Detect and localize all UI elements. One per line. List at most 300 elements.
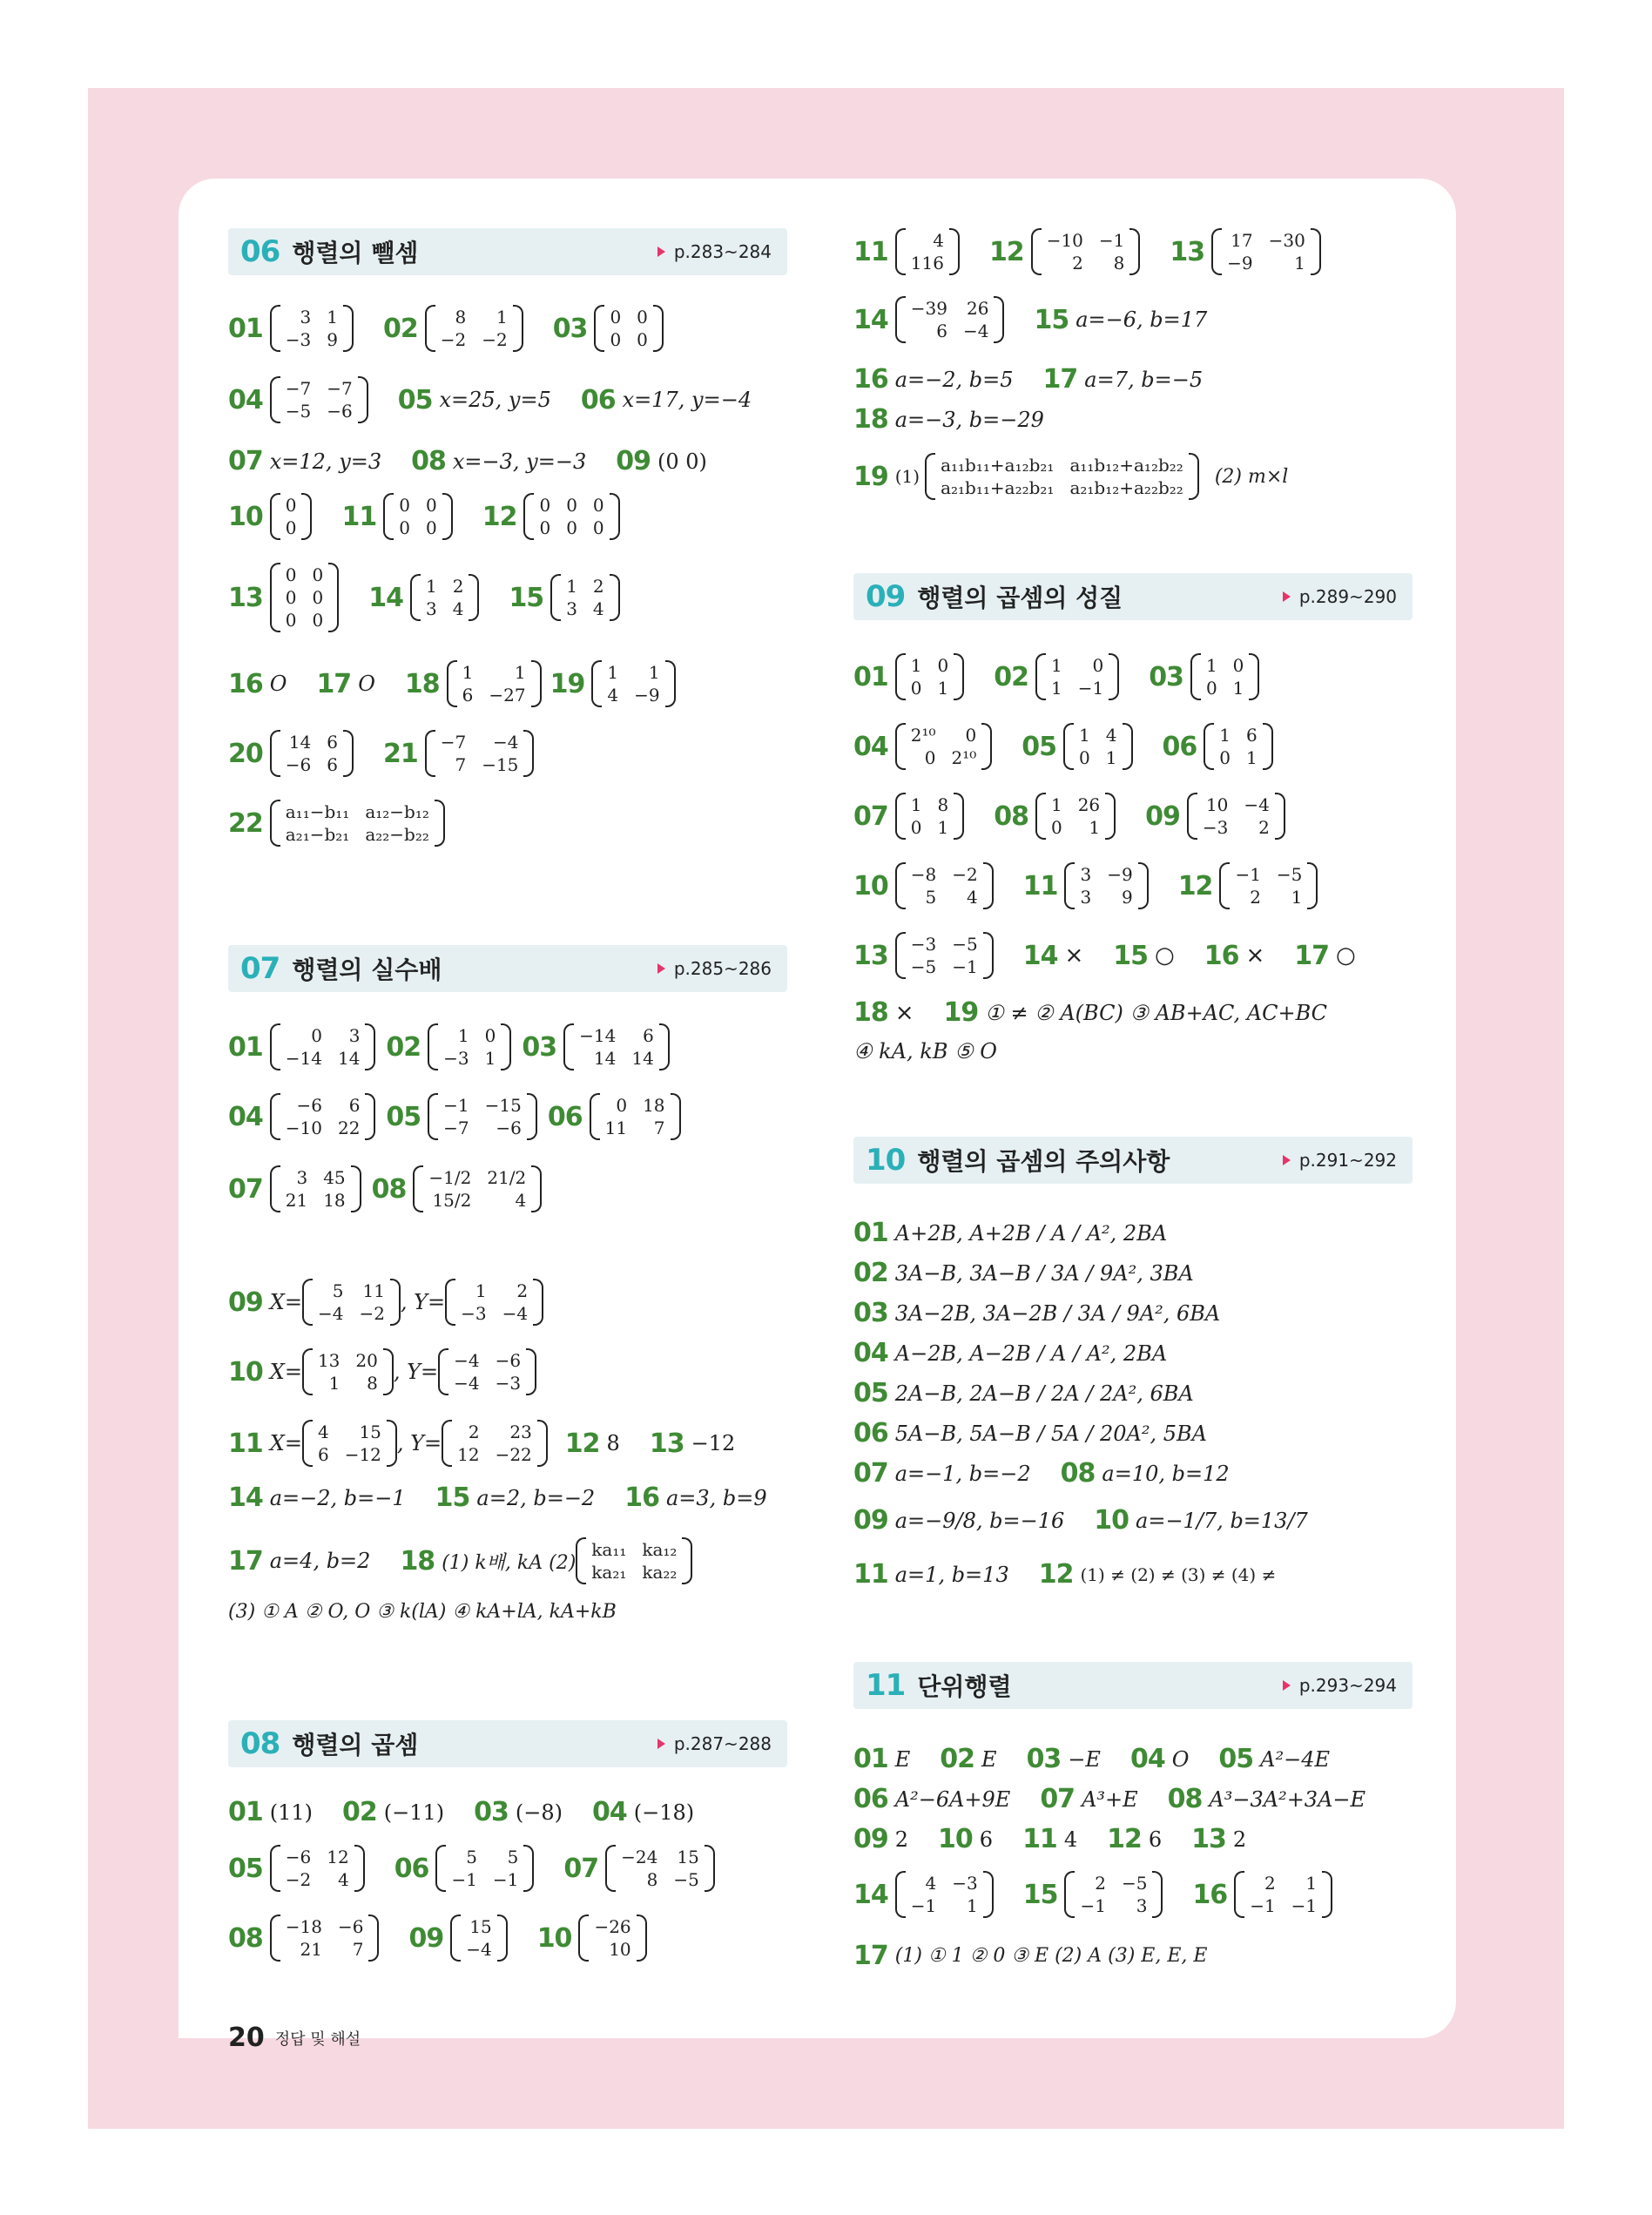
matrix-cell: 18 bbox=[643, 1095, 665, 1116]
matrix-body bbox=[394, 493, 442, 540]
matrix-body bbox=[1074, 723, 1122, 770]
matrix-cell: 2¹⁰ bbox=[910, 725, 936, 746]
answer-row bbox=[853, 653, 1289, 700]
matrix-cell: −2 bbox=[285, 1869, 312, 1890]
answer-row bbox=[228, 1348, 566, 1395]
answer-text: a=10, b=12 bbox=[1102, 1461, 1230, 1486]
answer-text: a=−3, b=−29 bbox=[894, 407, 1044, 432]
answer-text: (0 0) bbox=[657, 449, 707, 474]
matrix-cell: −4 bbox=[317, 1303, 344, 1324]
bracket-right bbox=[1307, 862, 1318, 909]
answer-item: 07 A³+E bbox=[1040, 1784, 1138, 1814]
answer-item: 06 A²−6A+9E bbox=[853, 1784, 1011, 1814]
answer-item: 19 1 1 4 −9 bbox=[550, 660, 676, 707]
answer-item: 06 1 6 0 1 bbox=[1163, 723, 1273, 770]
answer-item: 16 a=−2, b=5 bbox=[853, 364, 1014, 395]
answer-text: x=25, y=5 bbox=[439, 388, 551, 412]
matrix-cell: 1 bbox=[1050, 794, 1062, 815]
bracket-left bbox=[270, 800, 280, 847]
matrix-cell: −9 bbox=[1107, 864, 1133, 885]
section-header-09 bbox=[853, 573, 1413, 620]
matrix-cell: 8 bbox=[367, 1373, 378, 1394]
answer-item: 17 (1) ① 1 ② 0 ③ E (2) A (3) E, E, E bbox=[853, 1941, 1208, 1971]
matrix-cell: −1 bbox=[1077, 678, 1104, 699]
bracket-right bbox=[665, 660, 676, 707]
bracket-right bbox=[653, 305, 664, 352]
matrix-cell: a₂₁b₁₂+a₂₂b₂₂ bbox=[1069, 477, 1183, 498]
matrix-cell: 1 bbox=[475, 1280, 487, 1301]
bracket-right bbox=[1322, 1871, 1332, 1918]
matrix-cell: −1 bbox=[1098, 230, 1125, 251]
answer-item: 21 −7 −4 7 −15 bbox=[383, 730, 534, 777]
matrix-cell: −6 bbox=[285, 754, 312, 775]
matrix-cell: −12 bbox=[344, 1444, 381, 1465]
answer-text: 2A−B, 2A−B / 2A / 2A², 6BA bbox=[894, 1381, 1194, 1406]
matrix-cell: 5 bbox=[507, 1847, 519, 1867]
matrix bbox=[550, 574, 619, 621]
bracket-left bbox=[270, 376, 280, 423]
answer-text: 2 bbox=[894, 1827, 909, 1852]
bracket-left bbox=[438, 1348, 448, 1395]
matrix bbox=[425, 730, 535, 777]
section-number: 06 bbox=[240, 234, 280, 269]
answer-text: (1) ≠ (2) ≠ (3) ≠ (4) ≠ bbox=[1080, 1563, 1277, 1585]
matrix-body bbox=[280, 800, 435, 847]
bracket-left bbox=[450, 1914, 461, 1962]
answer-text: ○ bbox=[1155, 942, 1175, 969]
answer-text: a=3, b=9 bbox=[665, 1485, 767, 1510]
matrix-cell: 2 bbox=[452, 576, 464, 597]
matrix bbox=[270, 1914, 380, 1962]
answer-item: 08 x=−3, y=−3 bbox=[411, 446, 587, 476]
bracket-left bbox=[1219, 862, 1230, 909]
matrix-body bbox=[1197, 793, 1275, 840]
matrix-cell: 2 bbox=[1264, 1873, 1276, 1894]
answer-item: 19 (1) a₁₁b₁₁+a₁₂b₂₁ a₁₁b₁₂+a₁₂b₂₂ a₂₁b₁₁+a₂₂b₂₁ a₂₁b₁₂+a₂₂b₂₂ (2) m×l bbox=[853, 455, 1289, 498]
matrix-body bbox=[906, 1871, 983, 1918]
answer-item: 04 −6 6 −10 22 bbox=[228, 1093, 375, 1140]
answer-row bbox=[853, 1505, 1338, 1536]
matrix-cell: 1 bbox=[496, 307, 508, 328]
matrix-body bbox=[1214, 723, 1262, 770]
matrix-cell: 6 bbox=[327, 732, 338, 753]
bracket-left bbox=[270, 1845, 280, 1892]
matrix-cell: 2 bbox=[1095, 1873, 1106, 1894]
bracket-right bbox=[705, 1845, 715, 1892]
matrix-cell: −1 bbox=[952, 956, 978, 977]
bracket-right bbox=[523, 1845, 534, 1892]
answer-item: 19 ① ≠ ② A(BC) ③ AB+AC, AC+BC bbox=[943, 997, 1328, 1028]
answer-item: 13 −12 bbox=[649, 1428, 736, 1459]
bracket-left bbox=[1063, 723, 1074, 770]
matrix-cell: 0 bbox=[566, 495, 577, 516]
matrix-cell: −1 bbox=[443, 1095, 469, 1116]
answer-text: x=12, y=3 bbox=[269, 449, 382, 474]
matrix-cell: 2 bbox=[1258, 817, 1270, 838]
section-header-06 bbox=[228, 228, 787, 275]
matrix-cell: −3 bbox=[1202, 817, 1229, 838]
matrix-cell: 0 bbox=[285, 587, 297, 608]
matrix-cell: −4 bbox=[454, 1373, 480, 1394]
matrix bbox=[1031, 228, 1141, 275]
answer-item: 02 3A−B, 3A−B / 3A / 9A², 3BA bbox=[853, 1258, 1194, 1288]
matrix-cell: 1 bbox=[457, 1025, 469, 1046]
answer-item: 07 a=−1, b=−2 bbox=[853, 1458, 1031, 1489]
matrix-cell: 26 bbox=[967, 298, 989, 319]
matrix-cell: 116 bbox=[910, 253, 944, 273]
matrix-cell: −1 bbox=[492, 1869, 519, 1890]
answer-text: E bbox=[981, 1746, 997, 1772]
answer-text: −12 bbox=[691, 1431, 736, 1455]
matrix-body bbox=[574, 1023, 659, 1070]
bracket-right bbox=[497, 1914, 508, 1962]
bracket-left bbox=[563, 1023, 574, 1070]
matrix-cell: −6 bbox=[337, 1916, 364, 1937]
answer-row bbox=[228, 1845, 745, 1892]
matrix-cell: 6 bbox=[317, 1444, 329, 1465]
matrix-cell: 0 bbox=[1205, 678, 1217, 699]
answer-row bbox=[853, 862, 1347, 909]
triangle-icon bbox=[1283, 591, 1291, 602]
matrix-cell: −30 bbox=[1268, 230, 1305, 251]
answer-item: 02 (−11) bbox=[342, 1797, 445, 1827]
bracket-right bbox=[368, 1914, 379, 1962]
bracket-right bbox=[537, 1420, 548, 1467]
matrix-cell: −1 bbox=[1291, 1895, 1318, 1916]
bracket-right bbox=[1275, 793, 1285, 840]
answer-row bbox=[853, 364, 1232, 395]
bracket-right bbox=[1105, 793, 1116, 840]
matrix-body bbox=[423, 1165, 531, 1212]
matrix-cell: 21 bbox=[300, 1939, 322, 1960]
answer-item: 06 x=17, y=−4 bbox=[580, 384, 752, 415]
matrix-cell: −9 bbox=[634, 685, 660, 706]
bracket-right bbox=[527, 1093, 537, 1140]
matrix-cell: 1 bbox=[937, 817, 949, 838]
answer-text: × bbox=[1064, 942, 1084, 969]
answer-item: 13 17 −30 −9 1 bbox=[1170, 228, 1320, 275]
bracket-left bbox=[425, 730, 435, 777]
matrix-cell: −2 bbox=[440, 329, 467, 350]
matrix-cell: 5 bbox=[466, 1847, 477, 1867]
bracket-left bbox=[895, 862, 906, 909]
matrix-cell: −1 bbox=[1250, 1895, 1276, 1916]
matrix-cell: 0 bbox=[311, 1025, 322, 1046]
matrix-cell: −3 bbox=[952, 1873, 978, 1894]
answer-item: 10 0 0 bbox=[228, 493, 312, 540]
answer-item: 06 0 18 11 7 bbox=[548, 1093, 681, 1140]
matrix-cell: 17 bbox=[1231, 230, 1253, 251]
answer-item: 13 0 0 0 0 0 0 bbox=[228, 563, 339, 632]
matrix-cell: a₁₂−b₁₂ bbox=[365, 801, 429, 822]
answer-row bbox=[228, 1482, 797, 1513]
matrix-body bbox=[1222, 228, 1311, 275]
bracket-right bbox=[328, 563, 339, 632]
matrix-cell: −18 bbox=[285, 1916, 322, 1937]
answer-text: 4 bbox=[1063, 1827, 1078, 1852]
matrix-cell: −5 bbox=[673, 1869, 699, 1890]
matrix-cell: 2 bbox=[468, 1422, 480, 1442]
answer-row bbox=[853, 228, 1351, 275]
answer-row bbox=[228, 1914, 677, 1962]
answer-text: A+2B, A+2B / A / A², 2BA bbox=[894, 1220, 1168, 1246]
matrix-cell: 0 bbox=[425, 495, 437, 516]
answer-item: 14 a=−2, b=−1 bbox=[228, 1482, 406, 1513]
matrix-cell: −5 bbox=[1276, 864, 1303, 885]
bracket-right bbox=[1263, 723, 1273, 770]
matrix-body bbox=[906, 793, 954, 840]
matrix-cell: −3 bbox=[910, 934, 937, 955]
matrix-cell: 14 bbox=[337, 1048, 361, 1069]
answer-item: 14 1 2 3 4 bbox=[368, 574, 479, 621]
matrix-cell: 8 bbox=[1113, 253, 1125, 273]
answer-item: 01 E bbox=[853, 1744, 911, 1774]
matrix-cell: −3 bbox=[443, 1048, 469, 1069]
answer-item: 03 1 0 0 1 bbox=[1149, 653, 1259, 700]
matrix-cell: a₂₁−b₂₁ bbox=[285, 824, 350, 845]
matrix-cell: 6 bbox=[462, 685, 474, 706]
bracket-left bbox=[895, 723, 906, 770]
answer-item: 04 O bbox=[1129, 1744, 1190, 1774]
answer-item: 08 a=10, b=12 bbox=[1060, 1458, 1230, 1489]
triangle-icon bbox=[657, 1739, 665, 1749]
matrix-cell: 1 bbox=[1291, 887, 1303, 908]
matrix-body bbox=[280, 305, 343, 352]
bracket-right bbox=[358, 376, 368, 423]
matrix-cell: 0 bbox=[1079, 747, 1090, 768]
matrix-cell: 11 bbox=[362, 1280, 385, 1301]
matrix-cell: −9 bbox=[1227, 253, 1253, 273]
matrix-cell: 26 bbox=[1077, 794, 1101, 815]
answer-item: 02 E bbox=[940, 1744, 997, 1774]
matrix-cell: −7 bbox=[285, 378, 312, 399]
matrix-cell: 4 bbox=[925, 1873, 937, 1894]
bracket-left bbox=[895, 296, 906, 343]
answer-text: a=−2, b=5 bbox=[894, 367, 1014, 392]
matrix-cell: 1 bbox=[1079, 725, 1090, 746]
answer-text: 5A−B, 5A−B / 5A / 20A², 5BA bbox=[894, 1421, 1207, 1446]
matrix-body bbox=[280, 1914, 369, 1962]
matrix bbox=[425, 305, 523, 352]
matrix-cell: 7 bbox=[455, 754, 467, 775]
bracket-left bbox=[442, 1420, 452, 1467]
bracket-left bbox=[270, 1165, 280, 1212]
answer-row bbox=[853, 1559, 1305, 1590]
matrix-body bbox=[438, 1093, 527, 1140]
matrix-cell: −6 bbox=[296, 1095, 322, 1116]
matrix-cell: 1 bbox=[937, 678, 949, 699]
matrix-cell: 8 bbox=[455, 307, 467, 328]
bracket-left bbox=[302, 1420, 313, 1467]
matrix bbox=[383, 493, 452, 540]
matrix-cell: −27 bbox=[489, 685, 526, 706]
answer-item: 01 3 1 −3 9 bbox=[228, 305, 354, 352]
answer-item: 04 (−18) bbox=[592, 1797, 695, 1827]
bracket-right bbox=[682, 1537, 692, 1584]
matrix-cell: 0 bbox=[1232, 655, 1244, 676]
section-title: 행렬의 곱셈의 성질 bbox=[917, 584, 1123, 612]
bracket-left bbox=[1035, 653, 1046, 700]
answer-item: 22 a₁₁−b₁₁ a₁₂−b₁₂ a₂₁−b₂₁ a₂₂−b₂₂ bbox=[228, 800, 445, 847]
matrix-cell: −15 bbox=[484, 1095, 522, 1116]
answer-item: 01 1 0 0 1 bbox=[853, 653, 964, 700]
matrix bbox=[895, 793, 964, 840]
matrix bbox=[895, 1871, 994, 1918]
matrix-cell: −2 bbox=[482, 329, 508, 350]
bracket-right bbox=[351, 1165, 361, 1212]
answer-row bbox=[853, 1338, 1197, 1368]
answer-text: a=4, b=2 bbox=[269, 1549, 371, 1573]
bracket-left bbox=[410, 574, 421, 621]
matrix bbox=[895, 228, 960, 275]
matrix-cell: 2 bbox=[516, 1280, 529, 1301]
matrix-cell: 0 bbox=[637, 329, 648, 350]
answer-text: × bbox=[894, 999, 914, 1026]
answer-item: 07 1 8 0 1 bbox=[853, 793, 964, 840]
matrix-cell: 1 bbox=[1245, 747, 1258, 768]
bracket-right bbox=[533, 1279, 543, 1326]
bracket-right bbox=[610, 493, 620, 540]
answer-item: 03 (−8) bbox=[474, 1797, 563, 1827]
matrix bbox=[270, 305, 354, 352]
section-page-ref: p.287~288 bbox=[657, 1733, 772, 1754]
matrix-body bbox=[313, 1279, 390, 1326]
bracket-left bbox=[895, 653, 906, 700]
section-title: 행렬의 곱셈의 주의사항 bbox=[917, 1147, 1170, 1176]
matrix bbox=[1187, 793, 1285, 840]
answer-row bbox=[853, 932, 1386, 979]
matrix-cell: 1 bbox=[1294, 253, 1305, 273]
matrix-cell: 4 bbox=[452, 598, 464, 619]
answer-text: (3) ① A ② O, O ③ k(lA) ④ kA+lA, kA+kB bbox=[228, 1601, 617, 1623]
matrix-body bbox=[906, 228, 949, 275]
answer-item: 10 a=−1/7, b=13/7 bbox=[1094, 1505, 1308, 1536]
bracket-right bbox=[383, 1348, 394, 1395]
answer-item: 10 −26 10 bbox=[537, 1914, 647, 1962]
matrix-cell: −1/2 bbox=[428, 1167, 472, 1188]
matrix bbox=[590, 1093, 681, 1140]
matrix-cell: −3 bbox=[461, 1303, 487, 1324]
matrix-cell: 0 bbox=[484, 1025, 496, 1046]
bracket-left bbox=[591, 660, 602, 707]
matrix-cell: 0 bbox=[910, 678, 922, 699]
matrix bbox=[302, 1420, 397, 1467]
matrix-body bbox=[561, 574, 609, 621]
matrix-cell: 4 bbox=[607, 685, 619, 706]
bracket-left bbox=[925, 453, 935, 500]
bracket-left bbox=[383, 493, 394, 540]
matrix-cell: −22 bbox=[495, 1444, 532, 1465]
answer-text: (−11) bbox=[383, 1800, 445, 1825]
section-number: 11 bbox=[866, 1668, 906, 1703]
bracket-right bbox=[1123, 723, 1133, 770]
matrix-cell: 14 bbox=[631, 1048, 654, 1069]
matrix-body bbox=[1230, 862, 1307, 909]
matrix-body bbox=[1046, 793, 1105, 840]
matrix bbox=[270, 1093, 376, 1140]
matrix-cell: 6 bbox=[1245, 725, 1258, 746]
bracket-left bbox=[445, 1279, 455, 1326]
answer-item: 02 1 0 −3 1 bbox=[386, 1023, 511, 1070]
matrix-body bbox=[435, 305, 513, 352]
matrix-cell: 0 bbox=[566, 517, 577, 538]
matrix bbox=[895, 653, 964, 700]
answer-item: 18 1 1 6 −27 bbox=[405, 660, 542, 707]
bracket-left bbox=[270, 493, 280, 540]
answer-item: 12 6 bbox=[1107, 1824, 1163, 1854]
matrix-cell: ka₁₂ bbox=[642, 1539, 678, 1560]
answer-item: 15 a=2, b=−2 bbox=[435, 1482, 596, 1513]
matrix-cell: 3 bbox=[425, 598, 437, 619]
matrix-cell: 2¹⁰ bbox=[951, 747, 977, 768]
bracket-right bbox=[1189, 453, 1199, 500]
bracket-left bbox=[590, 1093, 600, 1140]
matrix-cell: 10 bbox=[609, 1939, 631, 1960]
matrix bbox=[270, 800, 445, 847]
section-header-11 bbox=[853, 1662, 1413, 1709]
answer-text: 6 bbox=[1148, 1827, 1163, 1852]
matrix bbox=[895, 723, 993, 770]
matrix bbox=[594, 305, 663, 352]
matrix-cell: 9 bbox=[327, 329, 338, 350]
answer-item: 05 −1 −15 −7 −6 bbox=[386, 1093, 536, 1140]
bracket-right bbox=[365, 1093, 375, 1140]
matrix-cell: 0 bbox=[1050, 817, 1062, 838]
matrix bbox=[270, 1165, 361, 1212]
answer-text: a=−1/7, b=13/7 bbox=[1136, 1508, 1308, 1533]
answer-text: x=17, y=−4 bbox=[622, 388, 752, 412]
answer-item: 05 1 4 0 1 bbox=[1022, 723, 1132, 770]
answer-item: 10 6 bbox=[938, 1824, 994, 1854]
answer-text: A²−6A+9E bbox=[894, 1786, 1011, 1812]
answer-item: 11 4 bbox=[1022, 1824, 1078, 1854]
bracket-right bbox=[526, 1348, 536, 1395]
matrix-cell: −6 bbox=[285, 1847, 312, 1867]
matrix-body bbox=[457, 660, 531, 707]
matrix-body bbox=[448, 1348, 526, 1395]
matrix-body bbox=[1075, 862, 1137, 909]
answer-text: x=−3, y=−3 bbox=[452, 449, 587, 474]
matrix bbox=[591, 660, 675, 707]
answer-row bbox=[228, 563, 650, 632]
matrix-body bbox=[280, 563, 328, 632]
matrix-body bbox=[1075, 1871, 1152, 1918]
matrix-cell: −6 bbox=[496, 1118, 522, 1138]
answer-item: 12 −10 −1 2 8 bbox=[989, 228, 1140, 275]
matrix bbox=[576, 1537, 692, 1584]
matrix-cell: 0 bbox=[965, 725, 977, 746]
bracket-left bbox=[578, 1914, 589, 1962]
matrix-cell: 8 bbox=[937, 794, 949, 815]
bracket-right bbox=[671, 1093, 681, 1140]
answer-item: 14 4 −3 −1 1 bbox=[853, 1871, 994, 1918]
matrix-cell: 0 bbox=[1092, 655, 1104, 676]
matrix-body bbox=[435, 730, 524, 777]
matrix-cell: 4 bbox=[337, 1869, 349, 1890]
matrix bbox=[1064, 862, 1148, 909]
answer-text: ④ kA, kB ⑤ O bbox=[853, 1039, 997, 1064]
matrix bbox=[895, 932, 994, 979]
matrix-cell: −10 bbox=[1046, 230, 1083, 251]
matrix-body bbox=[280, 376, 358, 423]
answer-item: 03 −E bbox=[1026, 1744, 1101, 1774]
matrix-cell: 1 bbox=[425, 576, 437, 597]
answer-item: 08 −18 −6 21 7 bbox=[228, 1914, 379, 1962]
matrix-cell: 14 bbox=[593, 1048, 617, 1069]
answer-item: 12 (1) ≠ (2) ≠ (3) ≠ (4) ≠ bbox=[1038, 1559, 1277, 1590]
matrix-cell: 4 bbox=[933, 230, 944, 251]
matrix-cell: −15 bbox=[482, 754, 519, 775]
